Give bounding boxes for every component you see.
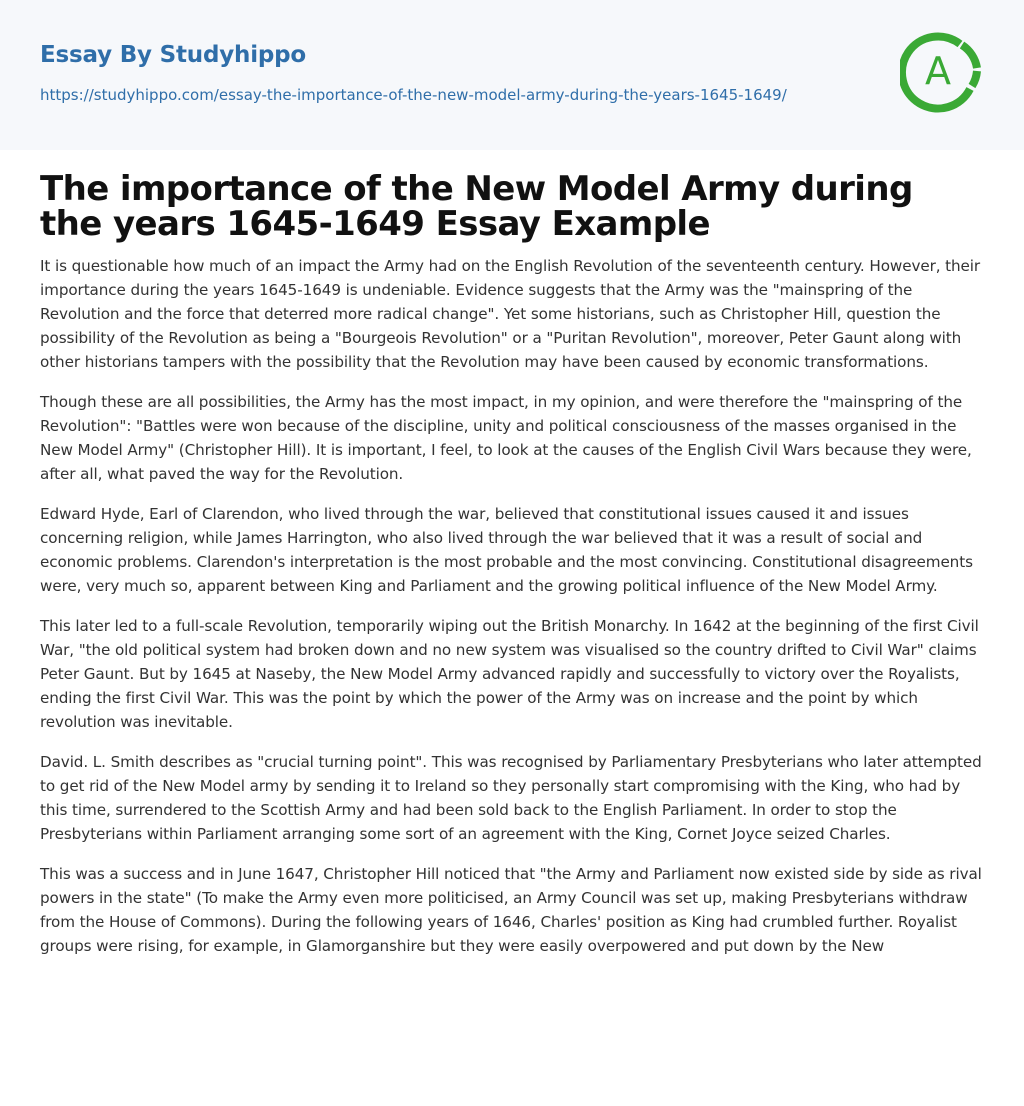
- article-title: The importance of the New Model Army during the years 1645-1649 Essay Example: [40, 169, 913, 244]
- article-paragraph: Though these are all possibilities, the Army has the most impact, in my opinion, and were therefore the "mainspring of the Revolution": "Battles were won because of the discipline, unity and political consciousness of the masses organised in the New Model Army" (Christopher Hill). It is important, I feel, to look at the causes of the English Civil Wars because they were, after all, what paved the way for the Revolution.: [40, 393, 972, 483]
- article-paragraph: This was a success and in June 1647, Christopher Hill noticed that "the Army and Parliament now existed side by side as rival powers in the state" (To make the Army even more politicised, an Army Council was set up, making Presbyterians withdraw from the House of Commons). During the following years of 1646, Charles' position as King had crumbled further. Royalist groups were rising, for example, in Glamorganshire but they were easily overpowered and put down by the New: [40, 865, 982, 955]
- site-brand[interactable]: Essay By Studyhippo: [40, 42, 307, 68]
- article-paragraph: David. L. Smith describes as "crucial turning point". This was recognised by Parliamentary Presbyterians who later attempted to get rid of the New Model army by sending it to Ireland so they personally start compromising with the King, who had by this time, surrendered to the Scottish Army and had been sold back to the English Parliament. In order to stop the Presbyterians within Parliament arranging some sort of an agreement with the King, Cornet Joyce seized Charles.: [40, 753, 982, 843]
- article: [0, 150, 1024, 1014]
- article-paragraph: Edward Hyde, Earl of Clarendon, who lived through the war, believed that constitutional issues caused it and issues concerning religion, while James Harrington, who also lived through the war believed that it was a result of social and economic problems. Clarendon's interpretation is the most probable and the most convincing. Constitutional disagreements were, very much so, apparent between King and Parliament and the growing political influence of the New Model Army.: [40, 505, 973, 595]
- studyhippo-logo-icon[interactable]: [900, 28, 986, 114]
- article-paragraph: This later led to a full-scale Revolution, temporarily wiping out the British Monarchy. In 1642 at the beginning of the first Civil War, "the old political system had broken down and no new system was visualised so the country drifted to Civil War" claims Peter Gaunt. But by 1645 at Naseby, the New Model Army advanced rapidly and successfully to victory over the Royalists, ending the first Civil War. This was the point by which the power of the Army was on increase and the point by which revolution was inevitable.: [40, 617, 979, 731]
- logo-letter: A: [925, 49, 951, 93]
- site-header: [0, 0, 1024, 150]
- article-paragraph: It is questionable how much of an impact the Army had on the English Revolution of the seventeenth century. However, their importance during the years 1645-1649 is undeniable. Evidence suggests that the Army was the "mainspring of the Revolution and the force that deterred more radical change". Yet some historians, such as Christopher Hill, question the possibility of the Revolution as being a "Bourgeois Revolution" or a "Puritan Revolution", moreover, Peter Gaunt along with other historians tampers with the possibility that the Revolution may have been caused by economic transformations.: [40, 257, 981, 371]
- essay-url-link[interactable]: https://studyhippo.com/essay-the-importance-of-the-new-model-army-during-the-years-1645-1649/: [40, 86, 787, 104]
